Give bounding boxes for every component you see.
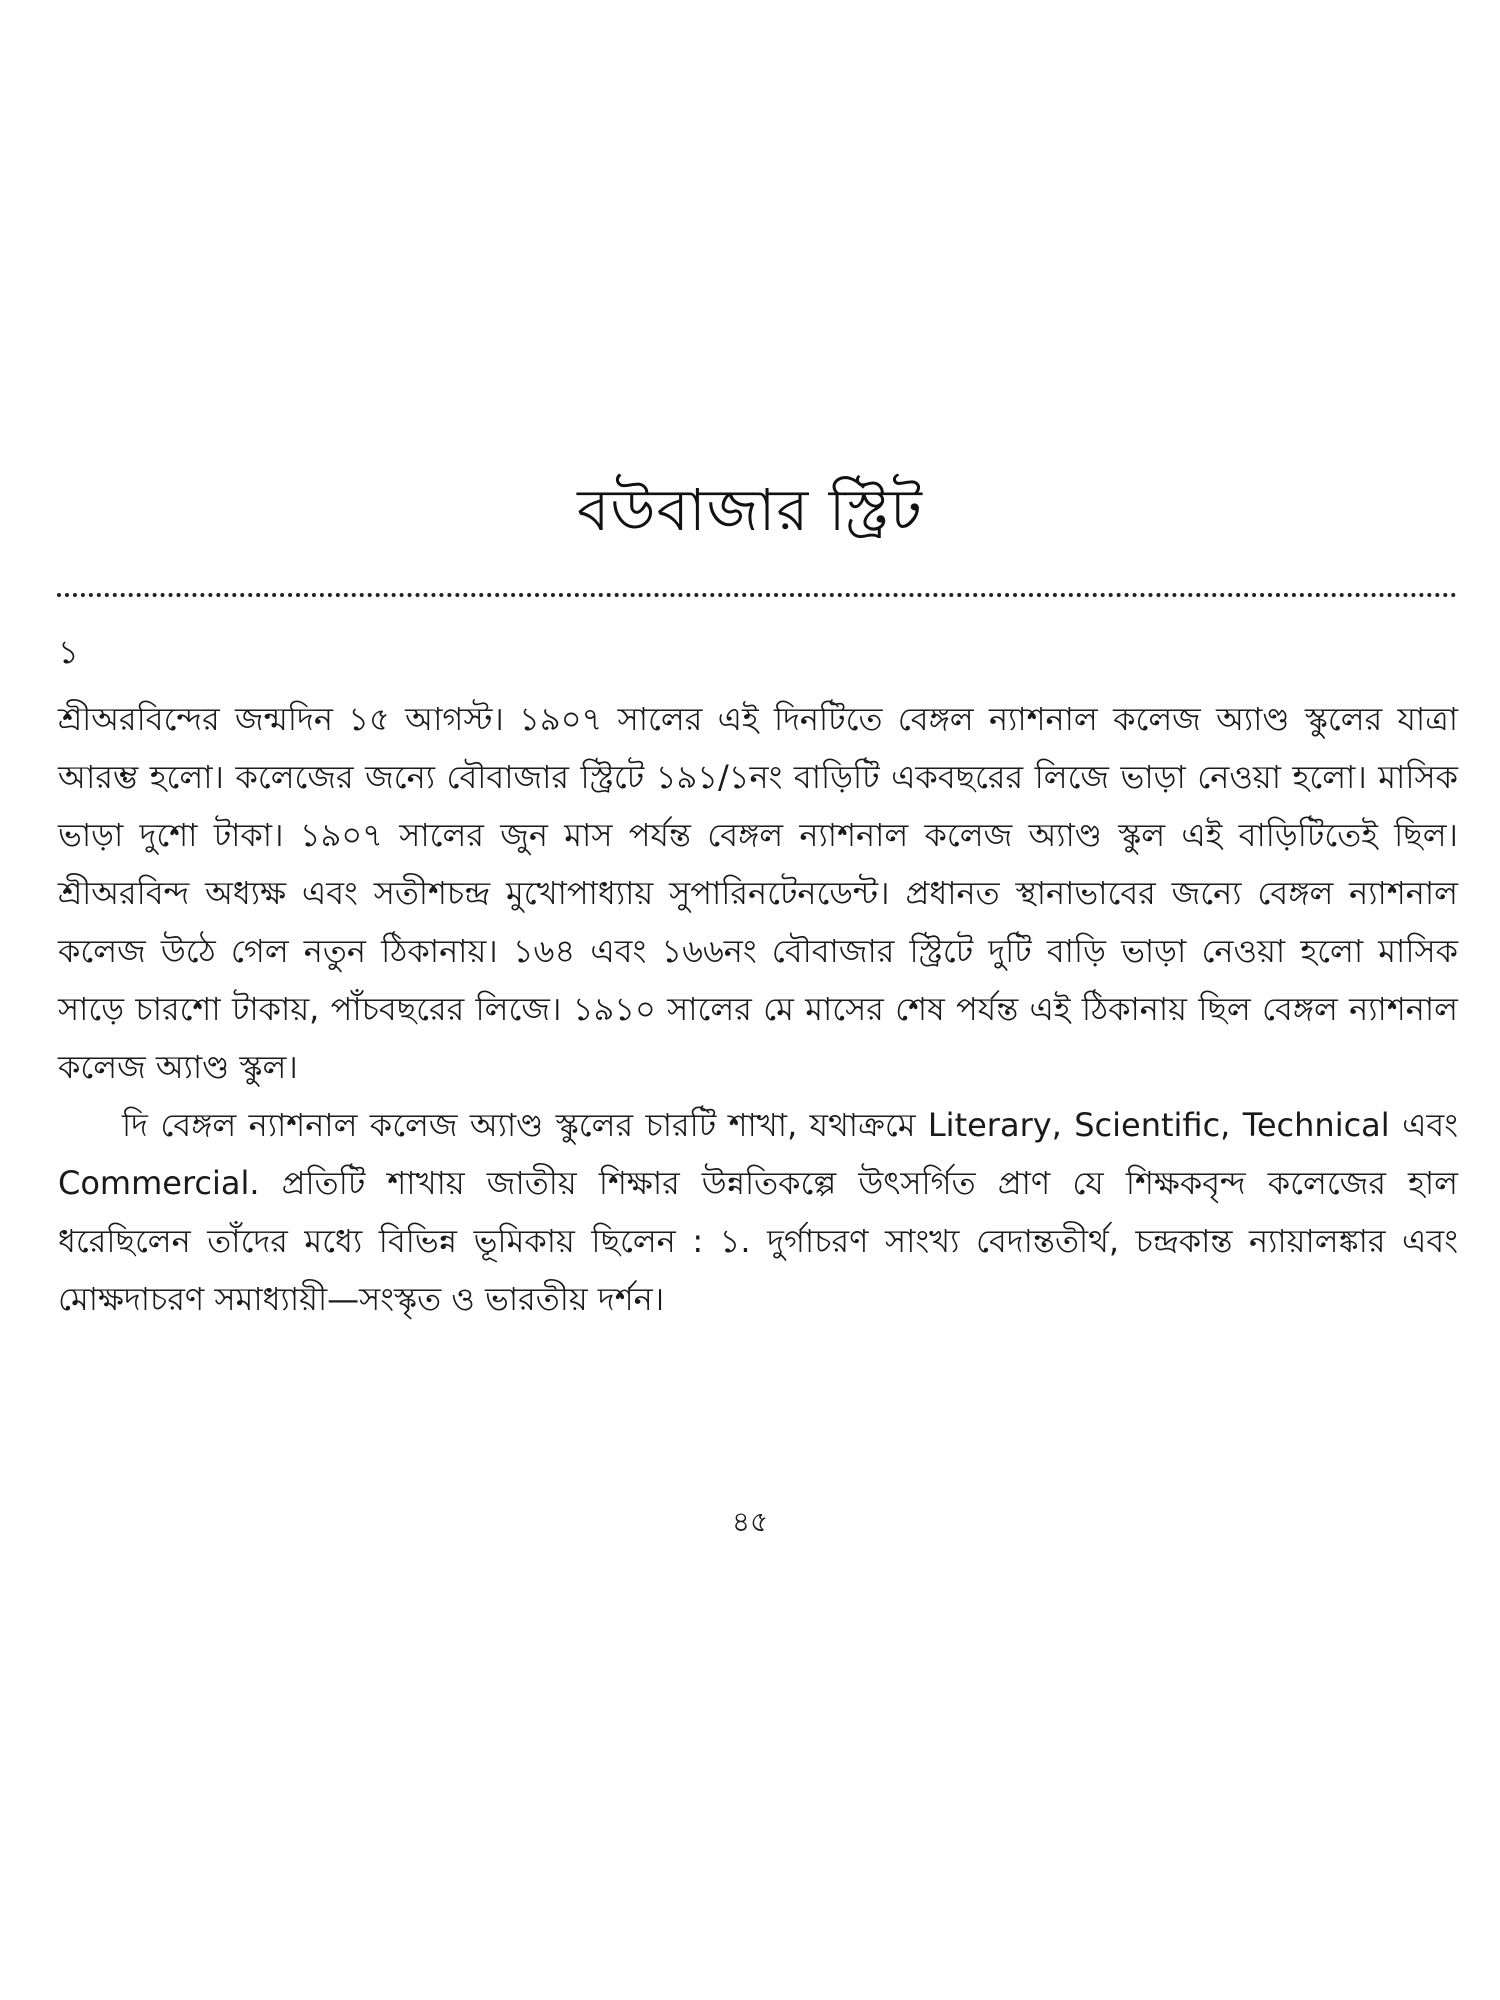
section-number: ১: [58, 633, 79, 671]
paragraph-1: শ্রীঅরবিন্দের জন্মদিন ১৫ আগস্ট। ১৯০৭ সালের এই দিনটিতে বেঙ্গল ন্যাশনাল কলেজ অ্যাণ্ড স্কুলের যাত্রা আরম্ভ হলো। কলেজের জন্যে বৌবাজার স্ট্রিটে ১৯১/১নং বাড়িটি একবছরের লিজে ভাড়া নেওয়া হলো। মাসিক ভাড়া দুশো টাকা। ১৯০৭ সালের জুন মাস পর্যন্ত বেঙ্গল ন্যাশনাল কলেজ অ্যাণ্ড স্কুল এই বাড়িটিতেই ছিল। শ্রীঅরবিন্দ অধ্যক্ষ এবং সতীশচন্দ্র মুখোপাধ্যায় সুপারিনটেনডেন্ট। প্রধানত স্থানাভাবের জন্যে বেঙ্গল ন্যাশনাল কলেজ উঠে গেল নতুন ঠিকানায়। ১৬৪ এবং ১৬৬নং বৌবাজার স্ট্রিটে দুটি বাড়ি ভাড়া নেওয়া হলো মাসিক সাড়ে চারশো টাকায়, পাঁচবছরের লিজে। ১৯১০ সালের মে মাসের শেষ পর্যন্ত এই ঠিকানায় ছিল বেঙ্গল ন্যাশনাল কলেজ অ্যাণ্ড স্কুল।: [58, 700, 1458, 1086]
dotted-divider: [57, 593, 1457, 597]
chapter-title: বউবাজার স্ট্রিট: [577, 476, 923, 544]
body-text: [58, 690, 1458, 1328]
page-number: ৪৫: [731, 1505, 769, 1538]
paragraph-2: দি বেঙ্গল ন্যাশনাল কলেজ অ্যাণ্ড স্কুলের চারটি শাখা, যথাক্রমে Literary, Scientific, Technical এবং Commercial. প্রতিটি শাখায় জাতীয় শিক্ষার উন্নতিকল্পে উৎসর্গিত প্রাণ যে শিক্ষকবৃন্দ কলেজের হাল ধরেছিলেন তাঁদের মধ্যে বিভিন্ন ভূমিকায় ছিলেন : ১. দুর্গাচরণ সাংখ্য বেদান্ততীর্থ, চন্দ্রকান্ত ন্যায়ালঙ্কার এবং মোক্ষদাচরণ সমাধ্যায়ী—সংস্কৃত ও ভারতীয় দর্শন।: [58, 1106, 1458, 1318]
